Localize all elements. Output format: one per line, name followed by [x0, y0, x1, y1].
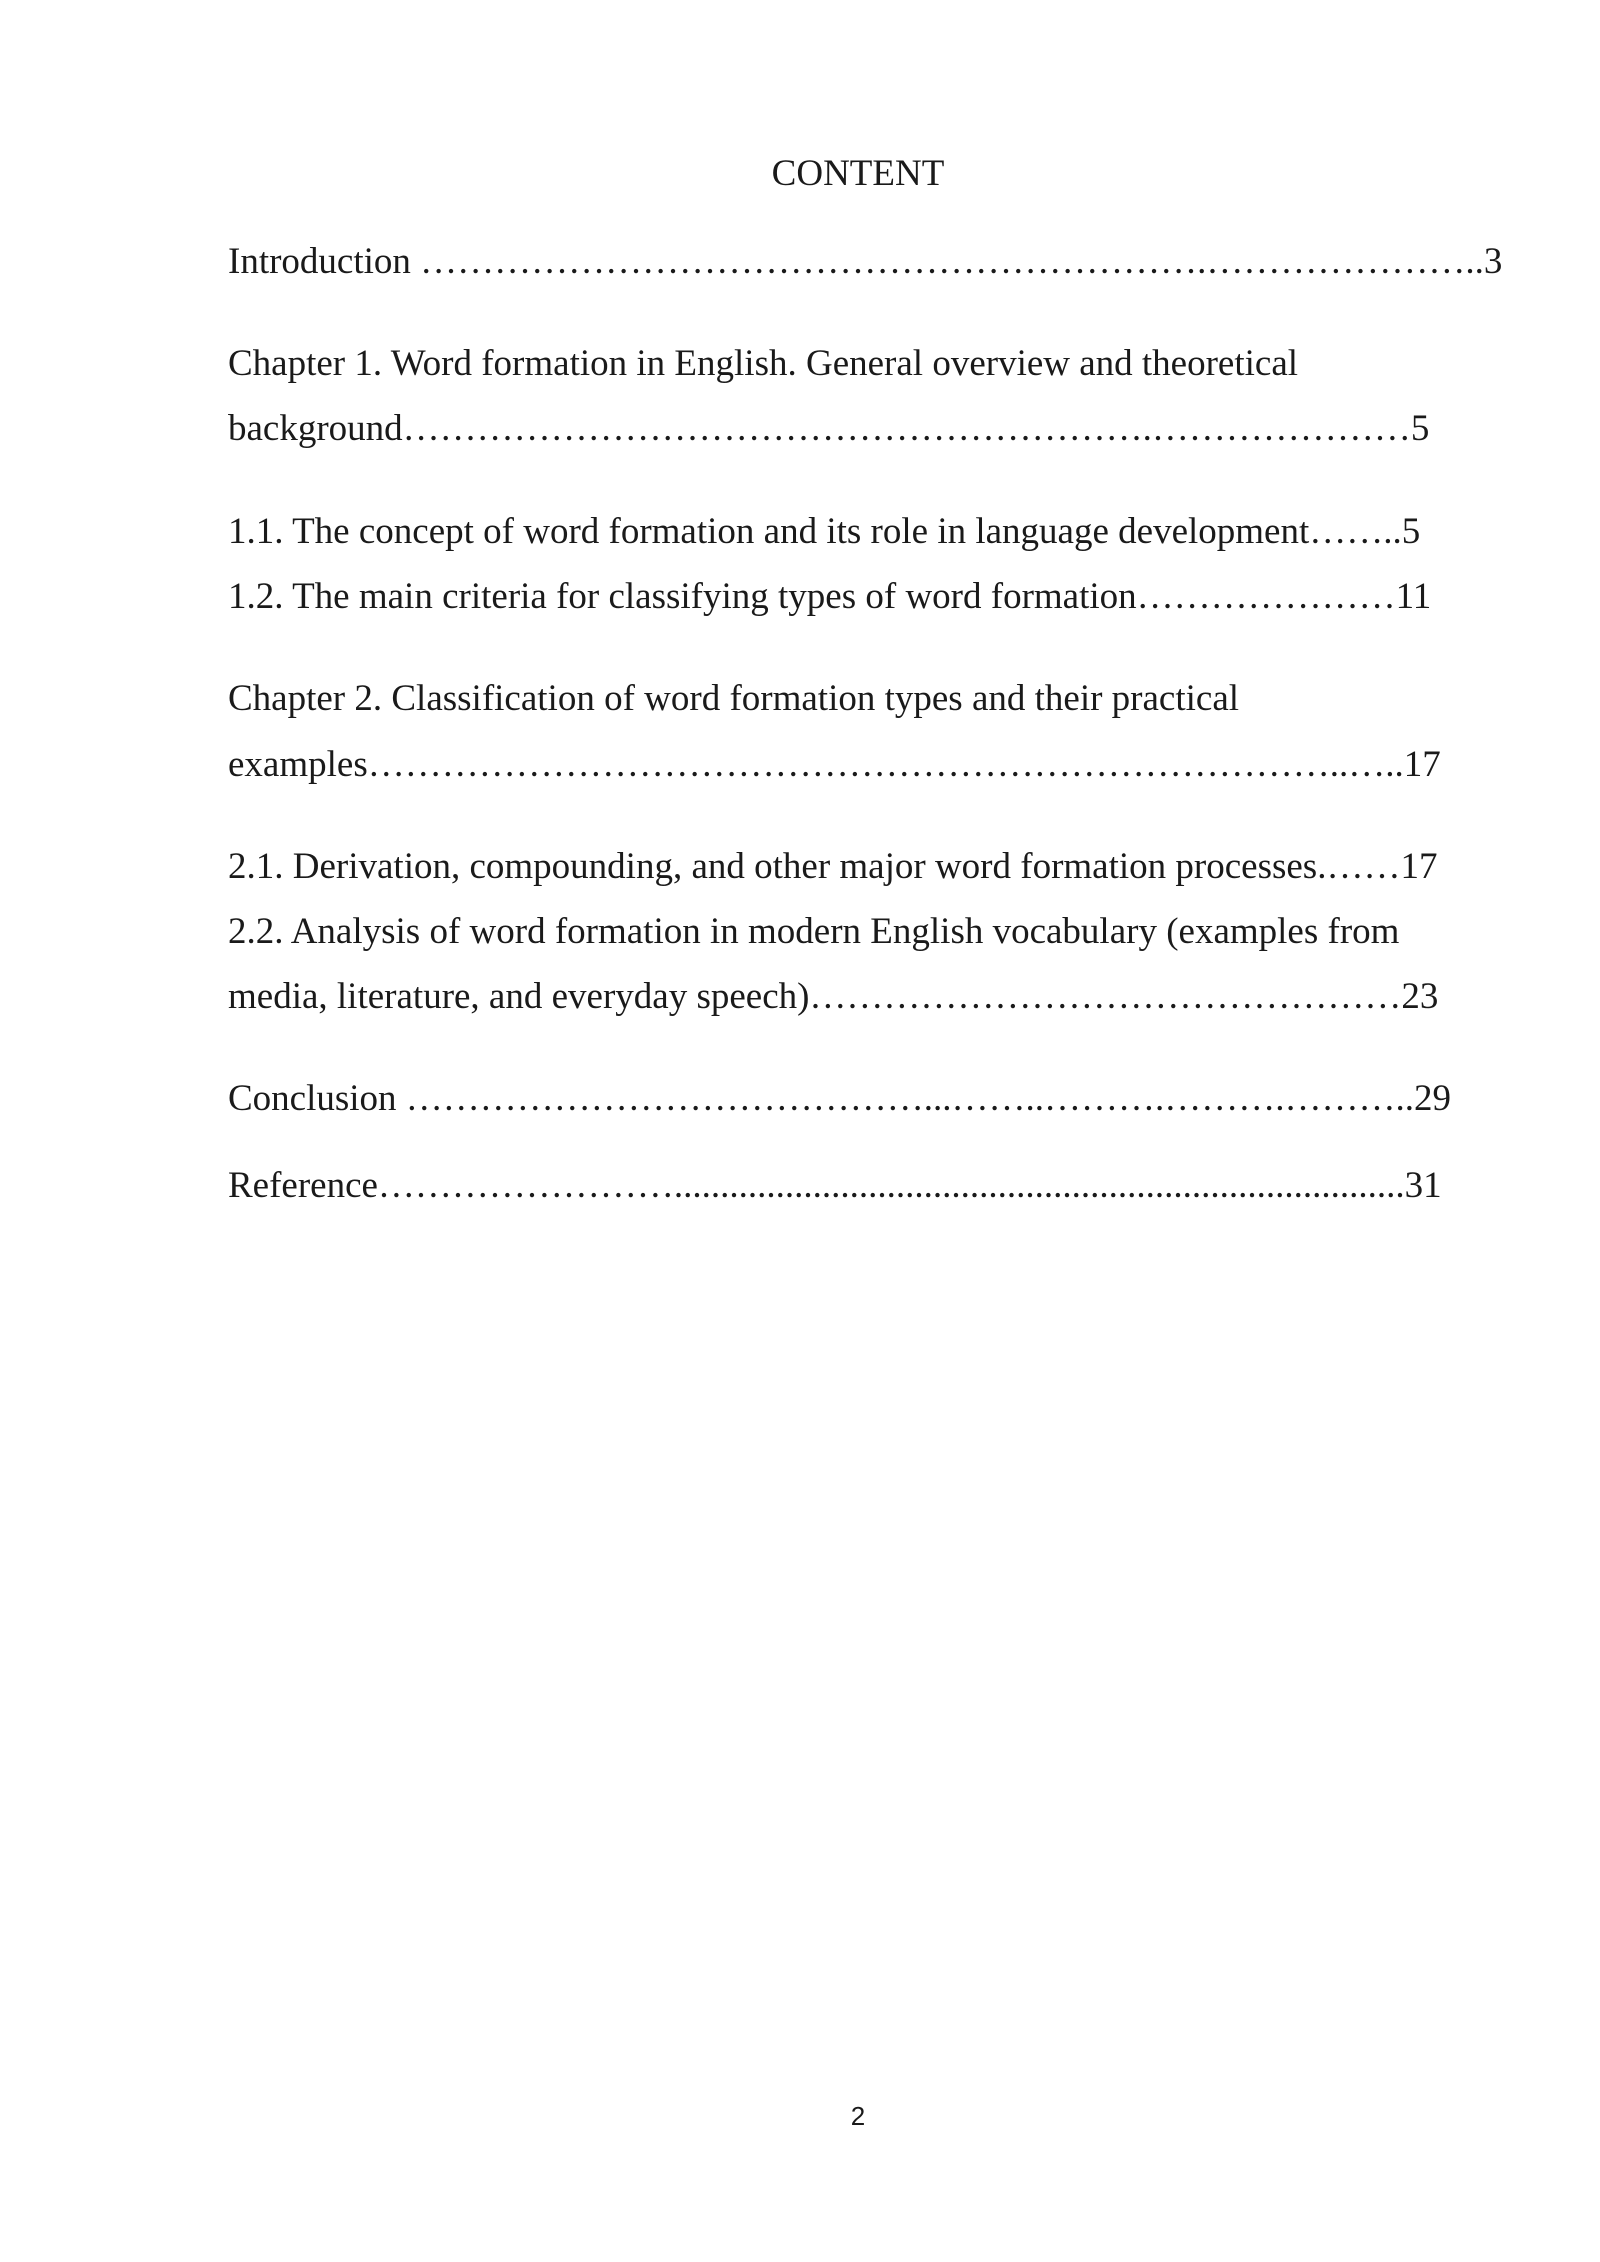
toc-entry-section-1-2: 1.2. The main criteria for classifying types of word formation…………………11	[228, 576, 1432, 617]
toc-entry-section-2-2-line-2: media, literature, and everyday speech)…………………………………………23	[228, 976, 1439, 1017]
toc-entry-section-2-1: 2.1. Derivation, compounding, and other major word formation processes.……17	[228, 846, 1438, 887]
toc-entry-reference: Reference……………………...............................................................................31	[228, 1165, 1442, 1206]
toc-entry-introduction: Introduction ……………………………………………………….…………………..3	[228, 241, 1503, 282]
toc-entry-section-1-1: 1.1. The concept of word formation and its role in language development……..5	[228, 511, 1421, 552]
toc-entry-conclusion: Conclusion ……………………………………...……..……….……….………..29	[228, 1078, 1452, 1119]
toc-entry-chapter-2-line-2: examples……………………………………………………………………..…..17	[228, 744, 1441, 785]
toc-entry-chapter-1-line-2: background…………………………………………………….…………………5	[228, 408, 1430, 449]
toc-entry-chapter-1-line-1: Chapter 1. Word formation in English. General overview and theoretical	[228, 343, 1299, 384]
page-number: 2	[850, 2101, 866, 2131]
toc-entry-section-2-2-line-1: 2.2. Analysis of word formation in modern English vocabulary (examples from	[228, 911, 1400, 952]
toc-entry-chapter-2-line-1: Chapter 2. Classification of word formation types and their practical	[228, 678, 1240, 719]
page-title: CONTENT	[771, 153, 945, 194]
